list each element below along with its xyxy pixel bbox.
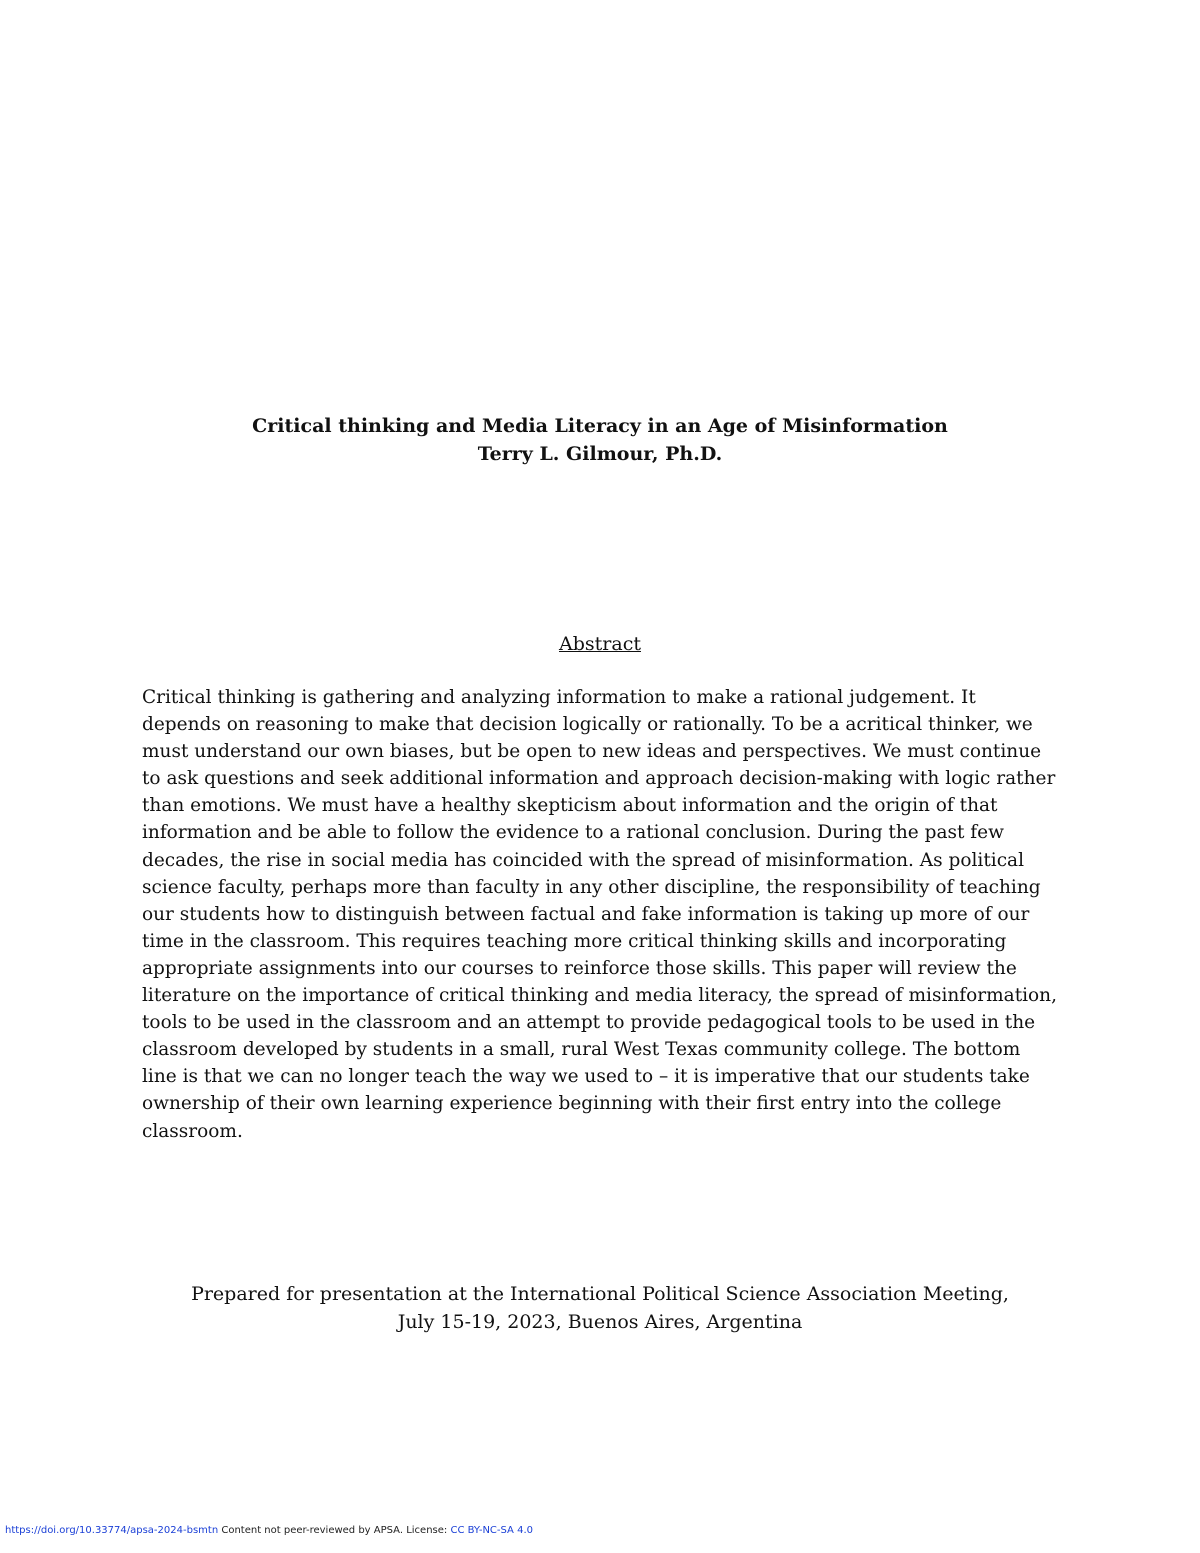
paper-title: Critical thinking and Media Literacy in an Age of Misinformation <box>252 415 948 437</box>
abstract-line: decades, the rise in social media has coincided with the spread of misinformation. As political <box>142 849 1025 871</box>
doi-link[interactable]: https://doi.org/10.33774/apsa-2024-bsmtn <box>5 1525 219 1536</box>
abstract-line: line is that we can no longer teach the way we used to – it is imperative that our students take <box>142 1066 1030 1088</box>
abstract-line: must understand our own biases, but be open to new ideas and perspectives. We must continue <box>142 741 1042 763</box>
abstract-line: ownership of their own learning experience beginning with their first entry into the college <box>142 1093 1002 1115</box>
abstract-line: appropriate assignments into our courses to reinforce those skills. This paper will review the <box>142 957 1017 979</box>
presentation-note <box>0 1280 1200 1336</box>
abstract-line: information and be able to follow the evidence to a rational conclusion. During the past few <box>142 822 1004 844</box>
abstract-line: literature on the importance of critical thinking and media literacy, the spread of misinformation, <box>142 985 1057 1007</box>
abstract-line: Critical thinking is gathering and analyzing information to make a rational judgement. It <box>142 687 976 708</box>
license-footer <box>5 1524 533 1538</box>
presentation-line-date: July 15-19, 2023, Buenos Aires, Argentina <box>397 1311 803 1333</box>
abstract-body <box>142 684 1060 1145</box>
abstract-heading: Abstract <box>559 633 641 655</box>
footer-notice: Content not peer-reviewed by APSA. License: <box>218 1525 451 1536</box>
abstract-line: classroom. <box>142 1120 243 1142</box>
abstract-line: science faculty, perhaps more than faculty in any other discipline, the responsibility of teaching <box>142 876 1041 898</box>
abstract-line: depends on reasoning to make that decision logically or rationally. To be a acritical thinker, we <box>142 714 1033 736</box>
abstract-line: time in the classroom. This requires teaching more critical thinking skills and incorporating <box>142 930 1007 952</box>
abstract-line: than emotions. We must have a healthy skepticism about information and the origin of that <box>142 795 998 817</box>
abstract-line: tools to be used in the classroom and an attempt to provide pedagogical tools to be used in the <box>142 1012 1036 1034</box>
title-block <box>0 412 1200 468</box>
abstract-line: classroom developed by students in a small, rural West Texas community college. The bottom <box>142 1039 1021 1061</box>
license-link[interactable]: CC BY-NC-SA 4.0 <box>450 1525 533 1536</box>
presentation-line-venue: Prepared for presentation at the International Political Science Association Meeting, <box>191 1283 1009 1305</box>
paper-author: Terry L. Gilmour, Ph.D. <box>477 443 723 465</box>
abstract-line: our students how to distinguish between factual and fake information is taking up more of our <box>142 903 1030 925</box>
abstract-line: to ask questions and seek additional information and approach decision-making with logic rather <box>142 768 1056 790</box>
